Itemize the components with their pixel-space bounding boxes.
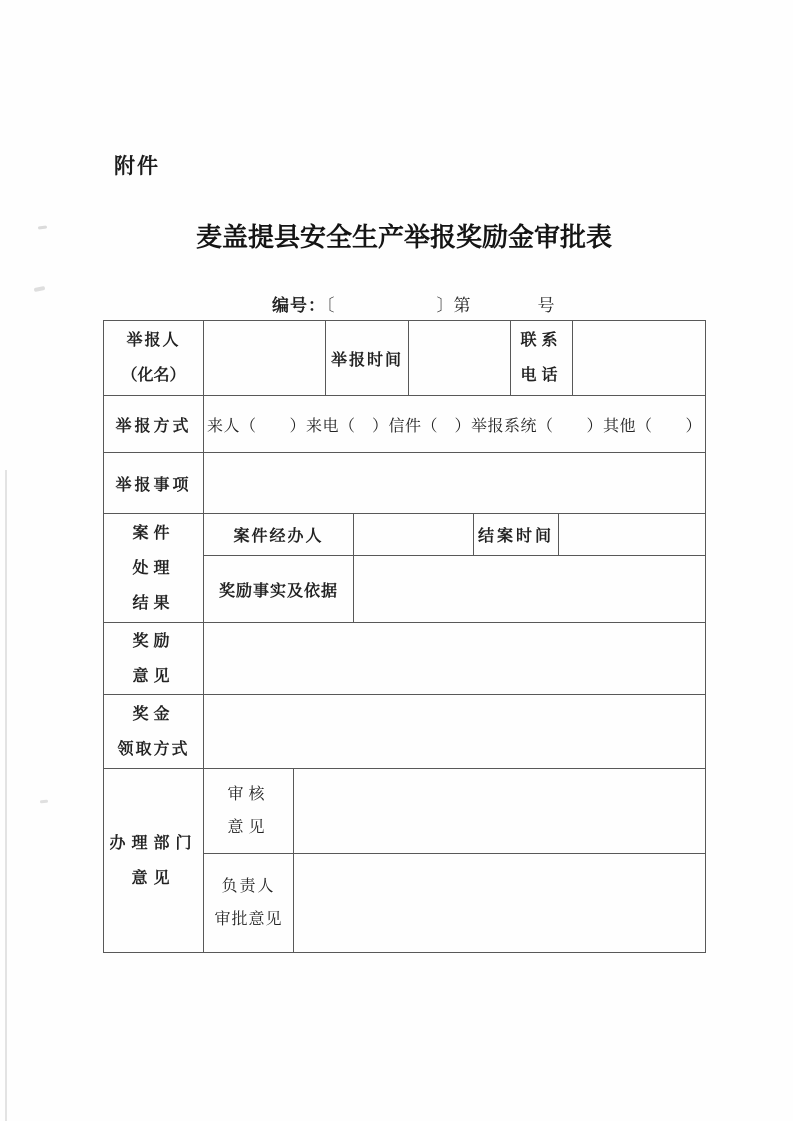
- case-result-label-cell: [104, 514, 204, 623]
- contact-phone-label-line1: 联系: [520, 332, 563, 349]
- report-matter-label-cell: 举报事项: [104, 453, 204, 514]
- report-time-label-cell: 举报时间: [326, 321, 409, 396]
- contact-phone-value-cell: [573, 321, 706, 396]
- number-close-bracket: 〕第: [436, 296, 471, 315]
- review-opinion-label-cell: [204, 769, 294, 854]
- approval-opinion-label-line1: 负责人: [221, 878, 276, 895]
- review-opinion-label-line2: 意见: [227, 819, 270, 836]
- report-method-options-cell: 来人（ ）来电（ ）信件（ ）举报系统（ ）其他（ ）: [204, 396, 706, 453]
- reward-opinion-label-line1: 奖励: [132, 632, 175, 650]
- reward-basis-value-cell: [354, 556, 706, 623]
- approval-opinion-label-line2: 审批意见: [214, 911, 283, 928]
- handling-dept-label-cell: [104, 769, 204, 953]
- scan-artifact: [40, 800, 48, 804]
- case-result-label-line1: 案件: [132, 524, 175, 542]
- number-open-bracket: 〔: [326, 296, 335, 315]
- close-time-value-cell: [559, 514, 706, 556]
- scan-artifact: [34, 286, 46, 292]
- contact-phone-label-cell: [511, 321, 573, 396]
- approval-table: [103, 320, 706, 953]
- form-number-line: [272, 291, 555, 316]
- reporter-label-line1: 举报人: [126, 332, 181, 349]
- reporter-label-cell: [104, 321, 204, 396]
- report-method-label-cell: 举报方式: [104, 396, 204, 453]
- contact-phone-label-line2: 电话: [520, 367, 563, 384]
- handling-dept-label-line1: 办理部门: [109, 834, 198, 852]
- reporter-name-value-cell: [204, 321, 326, 396]
- approval-opinion-label-cell: [204, 854, 294, 953]
- close-time-label-cell: 结案时间: [474, 514, 559, 556]
- number-prefix: 编号：: [272, 296, 326, 315]
- reward-opinion-label-cell: [104, 623, 204, 695]
- report-matter-value-cell: [204, 453, 706, 514]
- case-result-label-line3: 结果: [132, 594, 175, 612]
- bonus-method-label-line2: 领取方式: [117, 740, 190, 758]
- review-opinion-value-cell: [294, 769, 706, 854]
- scan-artifact: [38, 225, 47, 229]
- reward-opinion-value-cell: [204, 623, 706, 695]
- case-handler-value-cell: [354, 514, 474, 556]
- reporter-label-line2: （化名）: [121, 367, 186, 384]
- approval-opinion-value-cell: [294, 854, 706, 953]
- case-result-label-line2: 处理: [132, 559, 175, 577]
- review-opinion-label-line1: 审核: [227, 786, 270, 803]
- scan-edge-shadow: [5, 470, 7, 1121]
- reward-basis-label-cell: 奖励事实及依据: [204, 556, 354, 623]
- bonus-method-label-cell: [104, 695, 204, 769]
- bonus-method-value-cell: [204, 695, 706, 769]
- attachment-label: 附件: [114, 154, 160, 178]
- report-time-value-cell: [409, 321, 511, 396]
- handling-dept-label-line2: 意见: [131, 869, 176, 887]
- reward-opinion-label-line2: 意见: [132, 667, 175, 685]
- number-suffix: 号: [537, 296, 555, 315]
- form-title: 麦盖提县安全生产举报奖励金审批表: [195, 223, 612, 252]
- case-handler-label-cell: 案件经办人: [204, 514, 354, 556]
- bonus-method-label-line1: 奖金: [132, 705, 175, 723]
